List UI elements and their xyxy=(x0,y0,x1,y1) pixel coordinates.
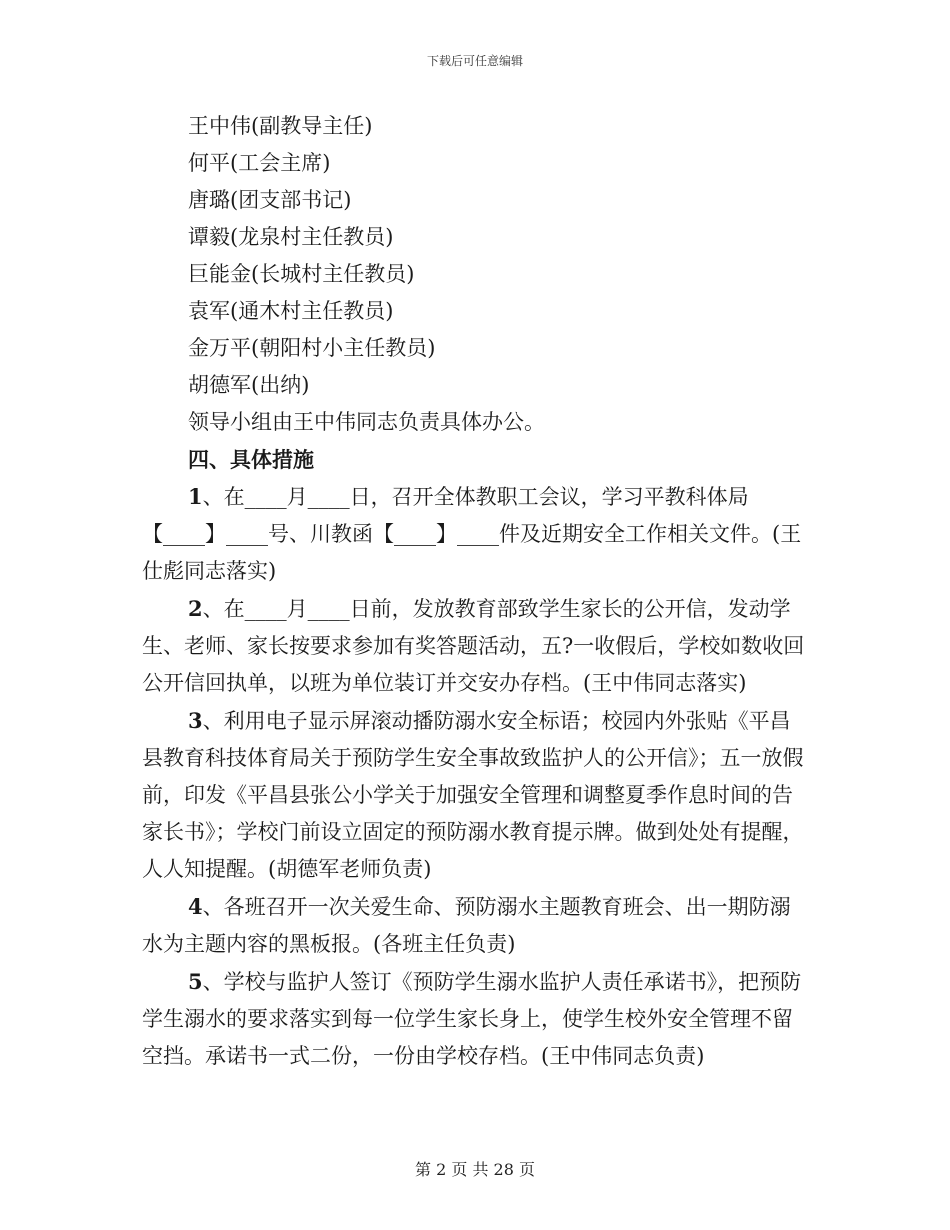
measure-text: 、在____月____日，召开全体教职工会议，学习平教科体局【____】____号、川教函【____】____件及近期安全工作相关文件。(王仕彪同志落实) xyxy=(142,485,802,583)
page-header: 下载后可任意编辑 xyxy=(426,54,523,68)
office-note: 领导小组由王中伟同志负责具体办公。 xyxy=(188,410,545,434)
member-line: 胡德军(出纳) xyxy=(188,373,310,397)
section-heading: 四、具体措施 xyxy=(188,447,314,472)
measure-paragraph xyxy=(142,590,810,702)
member-line: 巨能金(长城村主任教员) xyxy=(188,262,415,286)
member-line: 唐璐(团支部书记) xyxy=(188,188,352,212)
member-line: 王中伟(副教导主任) xyxy=(188,114,373,138)
measure-number: 2 xyxy=(188,596,203,621)
page-footer: 第 2 页 共 28 页 xyxy=(415,1160,535,1179)
member-line: 袁军(通木村主任教员) xyxy=(188,299,394,323)
member-line: 何平(工会主席) xyxy=(188,151,331,175)
measure-text: 、在____月____日前，发放教育部致学生家长的公开信，发动学生、老师、家长按要求参加有奖答题活动，五?一收假后，学校如数收回公开信回执单，以班为单位装订并交安办存档。(王中伟同志落实) xyxy=(142,597,805,695)
measure-paragraph xyxy=(142,963,810,1075)
member-line: 谭毅(龙泉村主任教员) xyxy=(188,225,394,249)
measure-number: 3 xyxy=(188,708,203,733)
measure-text: 、各班召开一次关爱生命、预防溺水主题教育班会、出一期防溺水为主题内容的黑板报。(各班主任负责) xyxy=(142,895,791,956)
measure-paragraph xyxy=(142,888,810,963)
measure-paragraph xyxy=(142,478,810,590)
measure-text: 、学校与监护人签订《预防学生溺水监护人责任承诺书》，把预防学生溺水的要求落实到每一位学生家长身上，使学生校外安全管理不留空挡。承诺书一式二份，一份由学校存档。(王中伟同志负责) xyxy=(142,970,802,1068)
measure-paragraph xyxy=(142,702,810,888)
document-body xyxy=(142,108,810,1075)
measure-number: 1 xyxy=(188,484,203,509)
member-line: 金万平(朝阳村小主任教员) xyxy=(188,336,436,360)
measure-number: 4 xyxy=(188,894,203,919)
measure-number: 5 xyxy=(188,969,203,994)
measure-text: 、利用电子显示屏滚动播防溺水安全标语；校园内外张贴《平昌县教育科技体育局关于预防学生安全事故致监护人的公开信》；五一放假前，印发《平昌县张公小学关于加强安全管理和调整夏季作息时间的告家长书》；学校门前设立固定的预防溺水教育提示牌。做到处处有提醒，人人知提醒。(胡德军老师负责) xyxy=(142,709,804,881)
